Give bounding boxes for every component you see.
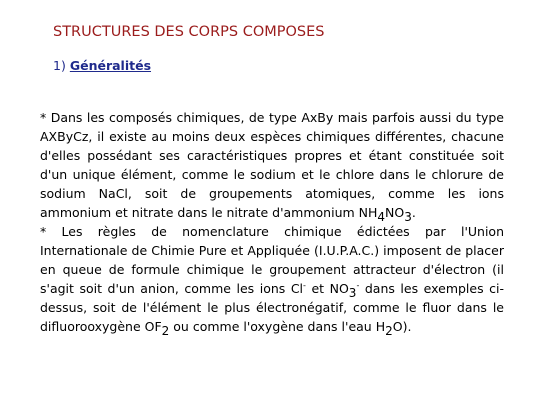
ion-no: NO	[329, 281, 349, 296]
paragraph-composes	[40, 108, 504, 222]
formula-of-subscript: 2	[161, 324, 170, 338]
formula-h-subscript: 2	[385, 324, 393, 338]
paragraph-nomenclature-text: * Les règles de nomenclature chimique édictées par l'Union Internationale de Chimie Pure et Appliquée (I.U.P.A.C.) imposent de placer en queue de formule chimique le groupement attracteur d'électron (il s'agit soit d'un anion, comme les ions	[40, 224, 504, 296]
conjunction-et: et	[305, 281, 330, 296]
formula-nh: NH	[358, 205, 378, 220]
paragraph-nomenclature	[40, 222, 504, 336]
ion-no-charge: -	[356, 281, 360, 290]
paragraph-nomenclature-mid: dans les exemples ci-dessus, soit de l'élément le plus électronégatif, comme le fluor dans le difluorooxygène	[40, 281, 504, 334]
section-heading	[53, 58, 151, 73]
formula-nh-subscript: 4	[377, 210, 386, 224]
ion-no-subscript: 3	[348, 286, 357, 300]
formula-o: O	[392, 319, 403, 334]
paragraph-composes-text: * Dans les composés chimiques, de type AxBy mais parfois aussi du type AXByCz, il existe au moins deux espèces chimiques différentes, chacune d'elles possédant ses caractéristiques propres et étant constituée soit d'un unique élément, comme le sodium et le chlore dans le chlorure de sodium NaCl, soit de groupements atomiques, comme les ions ammonium et nitrate dans le nitrate d'ammonium	[40, 110, 504, 220]
section-number: 1)	[53, 58, 66, 73]
ion-cl: Cl	[290, 281, 304, 296]
ion-cl-charge: -	[303, 281, 306, 290]
paragraph-composes-end: .	[411, 205, 416, 220]
formula-of: OF	[144, 319, 162, 334]
section-title: Généralités	[69, 58, 152, 73]
formula-no-subscript: 3	[404, 210, 412, 224]
paragraph-nomenclature-mid2: ou comme l'oxygène dans l'eau	[169, 319, 376, 334]
page-title: STRUCTURES DES CORPS COMPOSES	[53, 24, 325, 40]
paragraph-nomenclature-end: ).	[402, 319, 412, 334]
formula-h: H	[375, 319, 386, 334]
formula-no: NO	[385, 205, 405, 220]
